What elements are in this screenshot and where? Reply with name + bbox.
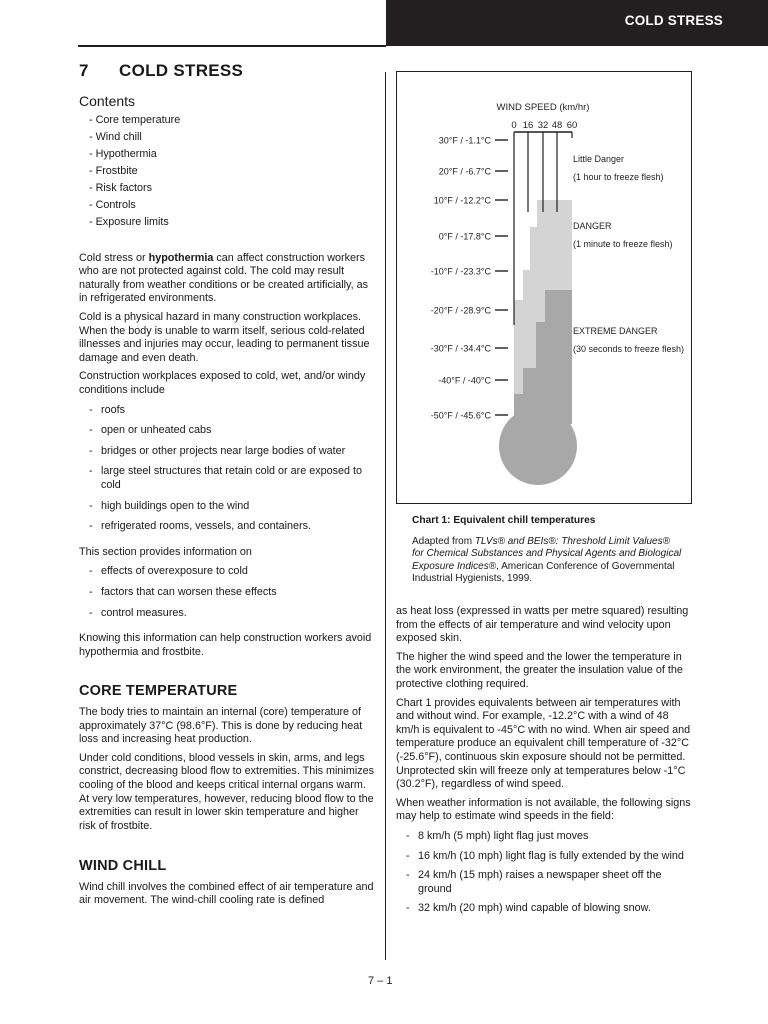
section-header-tab [386, 0, 768, 46]
intro-paragraph-4: This section provides information on [79, 545, 252, 558]
caption-title: Chart 1: Equivalent chill temperatures [412, 515, 596, 526]
header-rule [78, 45, 386, 47]
list-item: - control measures. [79, 607, 375, 621]
section-header-label: COLD STRESS [624, 13, 723, 28]
caption-source [412, 536, 682, 586]
wind-paragraph-2: as heat loss (expressed in watts per metre squared) resulting from the effects of air temperature and wind velocity upon exposed skin. [396, 605, 689, 645]
list-item: - roofs [79, 404, 375, 418]
caption-source-title: TLVs® and BEIs®: Threshold Limit Values® for Chemical Substances and Physical Agents and Biological Exposure Indices® [412, 535, 682, 572]
list-item: - 32 km/h (20 mph) wind capable of blowing snow. [396, 902, 692, 916]
wind-signs-list [396, 830, 692, 916]
zone-note: (30 seconds to freeze flesh) [573, 344, 685, 354]
temperature-label: 30°F / -1.1°C [438, 135, 491, 146]
wind-speed-tick-label: 0 [511, 120, 517, 131]
temperature-label: 20°F / -6.7°C [438, 166, 491, 177]
wind-speed-tick-label: 16 [522, 120, 534, 131]
hypothermia-term: hypothermia [148, 251, 214, 264]
intro-paragraph-2: Cold is a physical hazard in many construction workplaces. When the body is unable to warm itself, serious cold-related illnesses and injuries may occur, leading to permanent tissue damage and even death. [79, 311, 370, 364]
wind-speed-tick-label: 32 [537, 120, 549, 131]
wind-paragraph-3: The higher the wind speed and the lower the temperature in the work environment, the greater the insulation value of the protective clothing required. [396, 650, 683, 690]
zone-note: (1 hour to freeze flesh) [573, 172, 664, 182]
list-item: - 16 km/h (10 mph) light flag is fully extended by the wind [396, 850, 692, 864]
intro-paragraph-3: Construction workplaces exposed to cold, wet, and/or windy conditions include [79, 370, 366, 397]
intro-text: Cold stress or [79, 251, 149, 264]
intro-text: can affect construction workers who are not protected against cold. The cold may result naturally from weather conditions or be created artificially, as in refrigerated environments. [79, 251, 369, 305]
zone-note: (1 minute to freeze flesh) [573, 239, 673, 249]
contents-item[interactable]: - Controls [89, 199, 136, 212]
wind-paragraph-1: Wind chill involves the combined effect of air temperature and air movement. The wind-chill cooling rate is defined [79, 880, 374, 907]
list-item: - refrigerated rooms, vessels, and containers. [79, 520, 375, 534]
danger-zone-shading [514, 200, 572, 417]
contents-heading: Contents [79, 92, 136, 109]
wind-chill-heading: WIND CHILL [79, 858, 167, 875]
column-divider [385, 72, 386, 960]
temperature-label: 0°F / -17.8°C [438, 231, 491, 242]
contents-item[interactable]: - Hypothermia [89, 148, 157, 161]
zone-label: EXTREME DANGER [573, 326, 658, 336]
zone-label: DANGER [573, 221, 612, 231]
caption-text: Adapted from [412, 535, 475, 547]
list-item: - large steel structures that retain cold or are exposed to cold [79, 465, 375, 492]
left-column [79, 61, 375, 908]
wind-paragraph-4: Chart 1 provides equivalents between air temperatures with and without wind. For example, -12.2°C with a wind of 48 km/h is equivalent to -45°C with no wind. When air speed and temperature produce an equivalent chill temperature of -32°C (-25.6°F), continuous skin exposure should not be permitted. Unprotected skin will freeze only at temperatures below -1°C (30.2°F), regardless of wind speed. [396, 696, 691, 791]
wind-paragraph-5: When weather information is not available, the following signs may help to estimate wind speeds in the field: [396, 796, 691, 823]
list-item: - open or unheated cabs [79, 424, 375, 438]
workplace-list [79, 404, 375, 534]
core-paragraph-1: The body tries to maintain an internal (core) temperature of approximately 37°C (98.6°F). This is done by reducing heat loss and increasing heat production. [79, 705, 363, 746]
contents-item[interactable]: - Wind chill [89, 131, 142, 144]
contents-item[interactable]: - Risk factors [89, 182, 152, 195]
contents-item[interactable]: - Exposure limits [89, 216, 169, 229]
page-number: 7 – 1 [368, 975, 393, 987]
list-item: - 24 km/h (15 mph) raises a newspaper sheet off the ground [396, 869, 692, 896]
contents-item[interactable]: - Frostbite [89, 165, 138, 178]
info-list [79, 565, 375, 620]
thermometer-bulb [499, 407, 577, 485]
wind-speed-tick-label: 48 [551, 120, 563, 131]
contents-item[interactable]: - Core temperature [89, 114, 181, 127]
chart-frame [396, 71, 692, 504]
chapter-title [79, 61, 375, 80]
list-item: - bridges or other projects near large bodies of water [79, 445, 375, 459]
right-column [396, 605, 692, 922]
chart-title: WIND SPEED (km/hr) [496, 102, 590, 113]
list-item: - 8 km/h (5 mph) light flag just moves [396, 830, 692, 844]
list-item: - factors that can worsen these effects [79, 586, 375, 600]
caption-text: , American Conference of Governmental Industrial Hygienists, 1999. [412, 560, 675, 585]
wind-speed-tick-label: 60 [566, 120, 578, 131]
zone-label: Little Danger [573, 154, 625, 164]
wind-chill-thermometer-chart [397, 72, 691, 503]
chapter-number: 7 [79, 61, 89, 80]
intro-paragraph-5: Knowing this information can help construction workers avoid hypothermia and frostbite. [79, 632, 372, 658]
temperature-label: -40°F / -40°C [438, 375, 491, 386]
temperature-label: -50°F / -45.6°C [430, 410, 491, 421]
contents-list [79, 114, 375, 230]
temperature-label: -30°F / -34.4°C [430, 343, 491, 354]
core-temperature-heading: CORE TEMPERATURE [79, 683, 238, 700]
list-item: - high buildings open to the wind [79, 500, 375, 514]
intro-paragraph-1 [79, 252, 375, 306]
list-item: - effects of overexposure to cold [79, 565, 375, 579]
temperature-label: -10°F / -23.3°C [430, 266, 491, 277]
temperature-label: -20°F / -28.9°C [430, 305, 491, 316]
temperature-label: 10°F / -12.2°C [433, 195, 491, 206]
chart-caption [412, 515, 682, 586]
core-paragraph-2: Under cold conditions, blood vessels in skin, arms, and legs constrict, decreasing blood flow to extremities. This minimizes cooling of the blood and keeps critical internal organs warm. At very low temperatures, however, reducing blood flow to the extremities can result in lower skin temperature and higher risk of frostbite. [79, 751, 375, 832]
chapter-title-text: COLD STRESS [119, 61, 244, 80]
